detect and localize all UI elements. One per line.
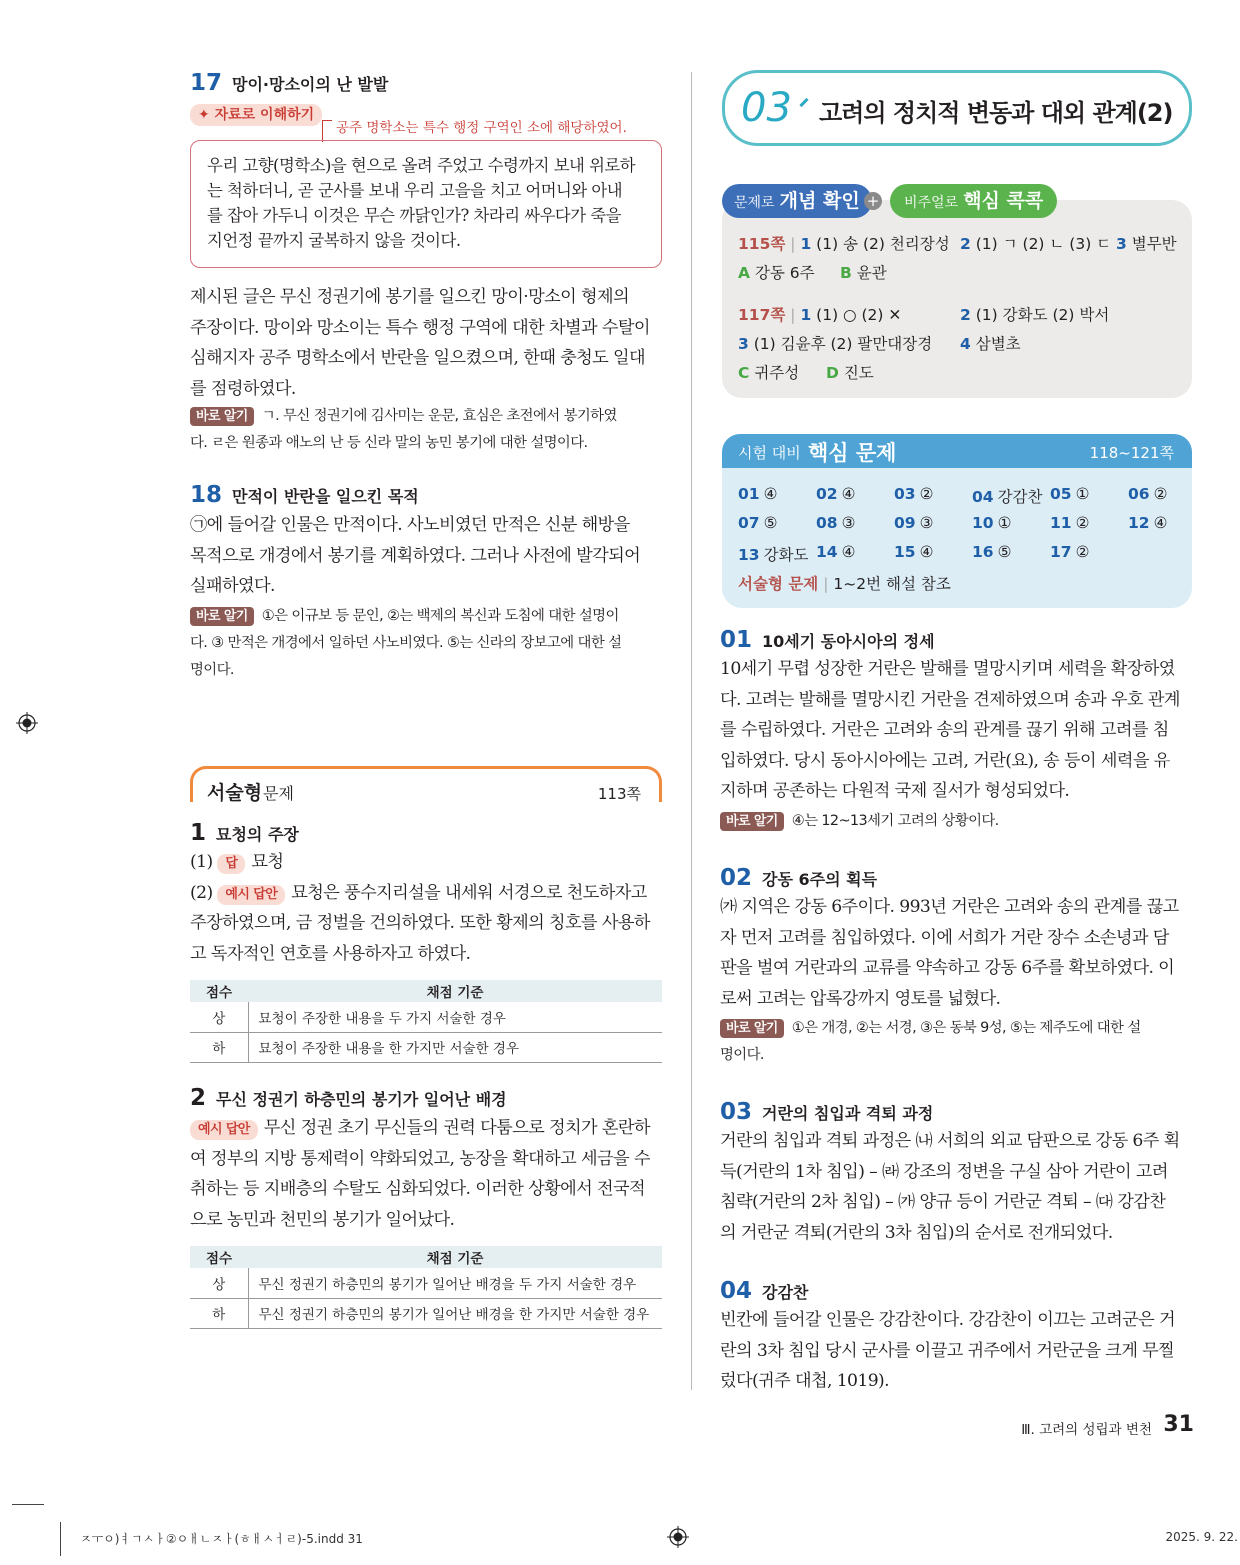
answer-value: ④ (1153, 514, 1168, 532)
e1-answer (190, 847, 662, 969)
r03-explanation (720, 1126, 1194, 1248)
chapter-number: 03 (741, 85, 792, 131)
answer-value: ⑤ (763, 514, 778, 532)
exam-answer (1050, 543, 1089, 561)
r02-number: 02 (720, 865, 753, 891)
e1-number: 1 (190, 820, 207, 846)
answer-value: ④ (919, 543, 934, 561)
source-line: 우리 고향(명학소)을 현으로 올려 주었고 수령까지 보내 위로하 (207, 156, 636, 175)
section-label: Ⅲ. 고려의 성립과 변천 (1021, 1422, 1152, 1438)
exam-essay-row: 서술형 문제 | 1~2번 해설 참조 (738, 575, 951, 593)
answer-number: 14 (816, 543, 838, 561)
exam-answer (1050, 485, 1089, 503)
text-line: 제시된 글은 무신 정권기에 봉기를 일으킨 망이·망소이 형제의 (190, 287, 629, 307)
q17-heading (190, 70, 388, 96)
r03-number: 03 (720, 1099, 753, 1125)
exam-answer (1128, 514, 1167, 532)
r04-title: 강감찬 (762, 1283, 809, 1302)
answer-number: 12 (1128, 514, 1150, 532)
answer-value: ④ (841, 485, 856, 503)
r01-note (720, 808, 1194, 835)
visual-pill (890, 184, 1057, 218)
chapter-slash (799, 98, 808, 107)
a1-text: 묘청 (251, 852, 284, 872)
q18-title: 만적이 반란을 일으킨 목적 (232, 487, 419, 506)
exam-pages: 118~121쪽 (1089, 444, 1174, 462)
item-num: D (826, 364, 839, 382)
answer-value: ② (1075, 543, 1090, 561)
answer-number: 16 (972, 543, 994, 561)
answer-number: 02 (816, 485, 838, 503)
text-line: 주장하였으며, 금 정벌을 건의하였다. 또한 황제의 칭호를 사용하 (190, 913, 650, 933)
source-tag: ✦ 자료로 이해하기 (190, 104, 322, 126)
item-text: 강동 6주 (754, 264, 815, 282)
answer-item (1116, 232, 1177, 254)
criteria: 무신 정권기 하층민의 봉기가 일어난 배경을 두 가지 서술한 경우 (248, 1268, 662, 1298)
answer-value: ⑤ (997, 543, 1012, 561)
registration-mark-icon (667, 1526, 689, 1548)
note-line: ①은 이규보 등 문인, ②는 백제의 복신과 도침에 대한 설명이 (261, 608, 619, 624)
e2-scoring-table (190, 1246, 662, 1329)
exam-answer (972, 514, 1011, 532)
text-line: 로써 고려는 압록강까지 영토를 넓혔다. (720, 988, 1001, 1009)
exam-answer (738, 485, 777, 503)
source-line: 지언정 끝까지 굴복하지 않을 것이다. (207, 231, 461, 250)
text-line: 여 정부의 지방 통제력이 약화되었고, 농장을 확대하고 세금을 수 (190, 1148, 650, 1169)
grade: 상 (190, 1268, 248, 1298)
answer-value: ② (1153, 485, 1168, 503)
answer-number: 08 (816, 514, 838, 532)
text-line: 판을 벌여 거란과의 교류를 약속하고 강동 6주를 확보하였다. 이 (720, 958, 1175, 978)
essay-text: 1~2번 해설 참조 (833, 575, 951, 593)
text-line: 묘청은 풍수지리설을 내세워 서경으로 천도하자고 (291, 882, 647, 903)
text-line: ㉠에 들어갈 인물은 만적이다. 사노비였던 만적은 신분 해방을 (190, 515, 630, 535)
r04-heading (720, 1278, 808, 1304)
item-num: 4 (960, 335, 971, 353)
answer-value: ① (1075, 485, 1090, 503)
exam-answer (972, 485, 1043, 507)
item-text: (1) ㄱ (2) ㄴ (3) ㄷ (975, 235, 1112, 253)
answer-number: 01 (738, 485, 760, 503)
exam-header (722, 434, 1192, 468)
answer-number: 13 (738, 546, 760, 564)
answer-value: ② (1075, 514, 1090, 532)
exam-answer (816, 543, 855, 561)
col-score: 점수 (190, 1246, 248, 1268)
print-date: 2025. 9. 22. (1165, 1530, 1238, 1544)
exam-answer (972, 543, 1011, 561)
table-row (190, 1002, 662, 1032)
text-line: 거란의 침입과 격퇴 과정은 ㈏ 서희의 외교 담판으로 강동 6주 획 (720, 1131, 1180, 1151)
q17-title: 망이·망소이의 난 발발 (232, 75, 389, 94)
grade: 상 (190, 1002, 248, 1032)
text-line: 으로 농민과 천민의 봉기가 일어났다. (190, 1209, 455, 1230)
answer-tag: 답 (217, 854, 245, 874)
essay-page: 113쪽 (597, 785, 641, 803)
p115-row: 115쪽 | 1 (1) 송 (2) 천리장성 (738, 235, 950, 253)
essay-header (190, 766, 662, 802)
answer-number: 07 (738, 514, 760, 532)
answer-item (840, 261, 887, 283)
item-num: 2 (960, 306, 971, 324)
answer-value: ③ (841, 514, 856, 532)
item-text: 삼별초 (975, 335, 1021, 353)
text-line: 입하였다. 당시 동아시아에는 고려, 거란(요), 송 등이 세력을 유 (720, 750, 1170, 771)
example-answer-tag: 예시 답안 (190, 1120, 258, 1140)
note-line: 다. ㄹ은 원종과 애노의 난 등 신라 말의 농민 봉기에 대한 설명이다. (190, 435, 588, 451)
pill-text-bold: 핵심 콕콕 (963, 190, 1044, 212)
col-score: 점수 (190, 980, 248, 1002)
exam-answer (816, 514, 855, 532)
text-line: 렀다(귀주 대첩, 1019). (720, 1371, 890, 1391)
q18-note (190, 603, 662, 684)
text-line: 다. 고려는 발해를 멸망시킨 거란을 견제하였으며 송과 우호 관계 (720, 689, 1180, 710)
text-line: 실패하였다. (190, 576, 275, 596)
item-text: 귀주성 (754, 364, 800, 382)
column-divider (691, 72, 692, 1390)
correct-tag: 바로 알기 (720, 1019, 784, 1038)
item-num: 3 (1116, 235, 1127, 253)
table-row (190, 1268, 662, 1298)
note-line: ④는 12~13세기 고려의 상황이다. (791, 813, 999, 829)
text-line: 10세기 무렵 성장한 거란은 발해를 멸망시키며 세력을 확장하였 (720, 659, 1175, 679)
r01-title: 10세기 동아시아의 정세 (762, 632, 935, 651)
e1-title: 묘청의 주장 (216, 825, 299, 844)
answer-value: ② (919, 485, 934, 503)
note-line: 명이다. (190, 662, 234, 678)
file-slug: ㅈㅜㅇ)ㅕㄱㅅㅏ②ㅇㅐㄴㅈㅏ(ㅎㅐㅅㅓㄹ)-5.indd 31 (80, 1532, 363, 1546)
pill-text: 비주얼로 (904, 195, 959, 211)
text-line: 심해지자 공주 명학소에서 반란을 일으켰으며, 한때 충청도 일대 (190, 348, 645, 368)
plus-icon: + (864, 192, 882, 210)
text-line: 고 독자적인 연호를 사용하자고 하였다. (190, 943, 471, 964)
e2-answer (190, 1113, 662, 1235)
essay-label: 서술형 문제 (738, 575, 819, 593)
answer-item (960, 332, 1021, 354)
page-ref: 117쪽 (738, 306, 786, 324)
answer-value: ③ (919, 514, 934, 532)
answer-value: 강화도 (763, 546, 809, 564)
grade: 하 (190, 1032, 248, 1062)
exam-answer (894, 485, 933, 503)
r04-number: 04 (720, 1278, 753, 1304)
text-line: 득(거란의 1차 침입) – ㈑ 강조의 정변을 구실 삼아 거란이 고려 (720, 1161, 1168, 1182)
text-line: 무신 정권 초기 무신들의 권력 다툼으로 정치가 혼란하 (263, 1118, 650, 1138)
answer-item (960, 303, 1109, 325)
item-text: (1) 김윤후 (2) 팔만대장경 (753, 335, 933, 353)
item-num: 3 (738, 335, 749, 353)
item-text: (1) ○ (2) ✕ (816, 306, 902, 324)
e2-heading (190, 1085, 507, 1111)
exam-answer (738, 514, 777, 532)
answer-number: 06 (1128, 485, 1150, 503)
answer-number: 09 (894, 514, 916, 532)
concept-pill (722, 184, 872, 218)
text-line: 주장이다. 망이와 망소이는 특수 행정 구역에 대한 차별과 수탈이 (190, 317, 650, 338)
e1-scoring-table (190, 980, 662, 1063)
r02-explanation (720, 892, 1194, 1014)
col-criteria: 채점 기준 (248, 1246, 662, 1268)
correct-tag: 바로 알기 (190, 607, 254, 626)
page-ref: 115쪽 (738, 235, 786, 253)
q17-explanation (190, 282, 662, 404)
item-text: 윤관 (856, 264, 887, 282)
text-line: ㈎ 지역은 강동 6주이다. 993년 거란은 고려와 송의 관계를 끊고 (720, 897, 1179, 917)
col-criteria: 채점 기준 (248, 980, 662, 1002)
text-line: 자 먼저 고려를 침입하였다. 이에 서희가 거란 장수 소손녕과 담 (720, 927, 1169, 948)
e1-heading (190, 820, 299, 846)
exam-answer (1050, 514, 1089, 532)
r02-title: 강동 6주의 획득 (762, 870, 878, 889)
chapter-title: 고려의 정치적 변동과 대외 관계(2) (819, 99, 1173, 127)
correct-tag: 바로 알기 (720, 812, 784, 831)
p117-row: 117쪽 | 1 (1) ○ (2) ✕ (738, 306, 902, 324)
answer-value: ④ (763, 485, 778, 503)
grade: 하 (190, 1298, 248, 1328)
registration-mark-icon (16, 712, 38, 734)
criteria: 무신 정권기 하층민의 봉기가 일어난 배경을 한 가지만 서술한 경우 (248, 1298, 662, 1328)
r01-explanation (720, 654, 1194, 807)
text-line: 의 거란군 격퇴(거란의 3차 침입)의 순서로 전개되었다. (720, 1222, 1113, 1243)
text-line: 지하며 공존하는 다원적 국제 질서가 형성되었다. (720, 781, 1070, 801)
answer-item (738, 361, 799, 383)
note-line: ㄱ. 무신 정권기에 김사미는 운문, 효심은 초전에서 봉기하였 (261, 408, 617, 424)
text-line: 빈칸에 들어갈 인물은 강감찬이다. 강감찬이 이끄는 고려군은 거 (720, 1310, 1175, 1330)
answer-item (738, 261, 815, 283)
note-line: ①은 개경, ②는 서경, ③은 동북 9성, ⑤는 제주도에 대한 설 (791, 1020, 1141, 1036)
answer-number: 17 (1050, 543, 1072, 561)
e2-title: 무신 정권기 하층민의 봉기가 일어난 배경 (216, 1090, 507, 1109)
table-row (190, 1032, 662, 1062)
e2-number: 2 (190, 1085, 207, 1111)
source-line: 는 척하더니, 곧 군사를 보내 우리 고을을 치고 어머니와 아내 (207, 181, 623, 200)
criteria: 묘청이 주장한 내용을 두 가지 서술한 경우 (248, 1002, 662, 1032)
r04-explanation (720, 1305, 1194, 1397)
q17-note (190, 403, 662, 457)
a2-prefix: (2) (190, 882, 213, 903)
answer-value: ④ (841, 543, 856, 561)
answer-number: 03 (894, 485, 916, 503)
callout-line (322, 120, 323, 142)
a1-prefix: (1) (190, 852, 213, 872)
text-line: 를 수립하였다. 거란은 고려와 송의 관계를 끊기 위해 고려를 침 (720, 720, 1169, 740)
answer-number: 10 (972, 514, 994, 532)
note-line: 명이다. (720, 1047, 764, 1063)
correct-tag: 바로 알기 (190, 407, 254, 426)
essay-title-bold: 서술형 (207, 782, 263, 804)
callout-text: 공주 명학소는 특수 행정 구역인 소에 해당하였어. (336, 120, 627, 136)
q18-heading (190, 482, 419, 508)
answer-item (738, 332, 932, 354)
pill-text-bold: 개념 확인 (779, 190, 860, 212)
text-line: 란의 3차 침입 당시 군사를 이끌고 귀주에서 거란군을 크게 무찔 (720, 1340, 1175, 1361)
q17-number: 17 (190, 70, 223, 96)
answer-value: ① (997, 514, 1012, 532)
source-line: 를 잡아 가두니 이것은 무슨 까닭인가? 차라리 싸우다가 죽을 (207, 206, 621, 225)
chapter-header (722, 70, 1192, 146)
source-box (190, 140, 662, 268)
r03-title: 거란의 침입과 격퇴 과정 (762, 1104, 934, 1123)
exam-answer (894, 543, 933, 561)
table-row (190, 1298, 662, 1328)
page-number: 31 (1163, 1412, 1194, 1437)
item-text: (1) 송 (2) 천리장성 (816, 235, 950, 253)
answer-number: 11 (1050, 514, 1072, 532)
answer-value: 강감찬 (997, 488, 1043, 506)
q18-number: 18 (190, 482, 223, 508)
answer-item (960, 232, 1111, 254)
item-num: B (840, 264, 852, 282)
r02-note (720, 1015, 1194, 1069)
item-text: (1) 강화도 (2) 박서 (975, 306, 1110, 324)
item-num: 2 (960, 235, 971, 253)
text-line: 목적으로 개경에서 봉기를 계획하였다. 그러나 사전에 발각되어 (190, 545, 641, 566)
text-line: 침략(거란의 2차 침입) – ㈎ 양규 등이 거란군 격퇴 – ㈐ 강감찬 (720, 1192, 1166, 1212)
exam-title-b: 핵심 문제 (808, 441, 897, 465)
callout-line-h (322, 120, 332, 121)
note-line: 다. ③ 만적은 개경에서 일하던 사노비였다. ⑤는 신라의 장보고에 대한 설 (190, 635, 622, 651)
answer-number: 04 (972, 488, 994, 506)
crop-mark (60, 1522, 61, 1556)
exam-answer (1128, 485, 1167, 503)
criteria: 묘청이 주장한 내용을 한 가지만 서술한 경우 (248, 1032, 662, 1062)
r01-number: 01 (720, 627, 753, 653)
item-text: 진도 (843, 364, 874, 382)
item-text: 별무반 (1131, 235, 1177, 253)
r01-heading (720, 627, 935, 653)
text-line: 취하는 등 지배층의 수탈도 심화되었다. 이러한 상황에서 전국적 (190, 1179, 645, 1199)
essay-title-rest: 문제 (263, 784, 294, 803)
item-num: A (738, 264, 750, 282)
answer-item (826, 361, 874, 383)
exam-answer (894, 514, 933, 532)
answer-number: 05 (1050, 485, 1072, 503)
pill-text: 문제로 (734, 195, 775, 211)
answer-number: 15 (894, 543, 916, 561)
example-answer-tag: 예시 답안 (217, 885, 285, 905)
item-num: C (738, 364, 750, 382)
r02-heading (720, 865, 877, 891)
r03-heading (720, 1099, 933, 1125)
exam-answer (816, 485, 855, 503)
q18-explanation (190, 510, 662, 602)
exam-answer (738, 543, 809, 565)
item-num: 1 (800, 235, 812, 253)
text-line: 를 점령하였다. (190, 378, 296, 399)
item-num: 1 (800, 306, 812, 324)
exam-title-a: 시험 대비 (738, 444, 801, 462)
crop-mark (12, 1504, 44, 1505)
